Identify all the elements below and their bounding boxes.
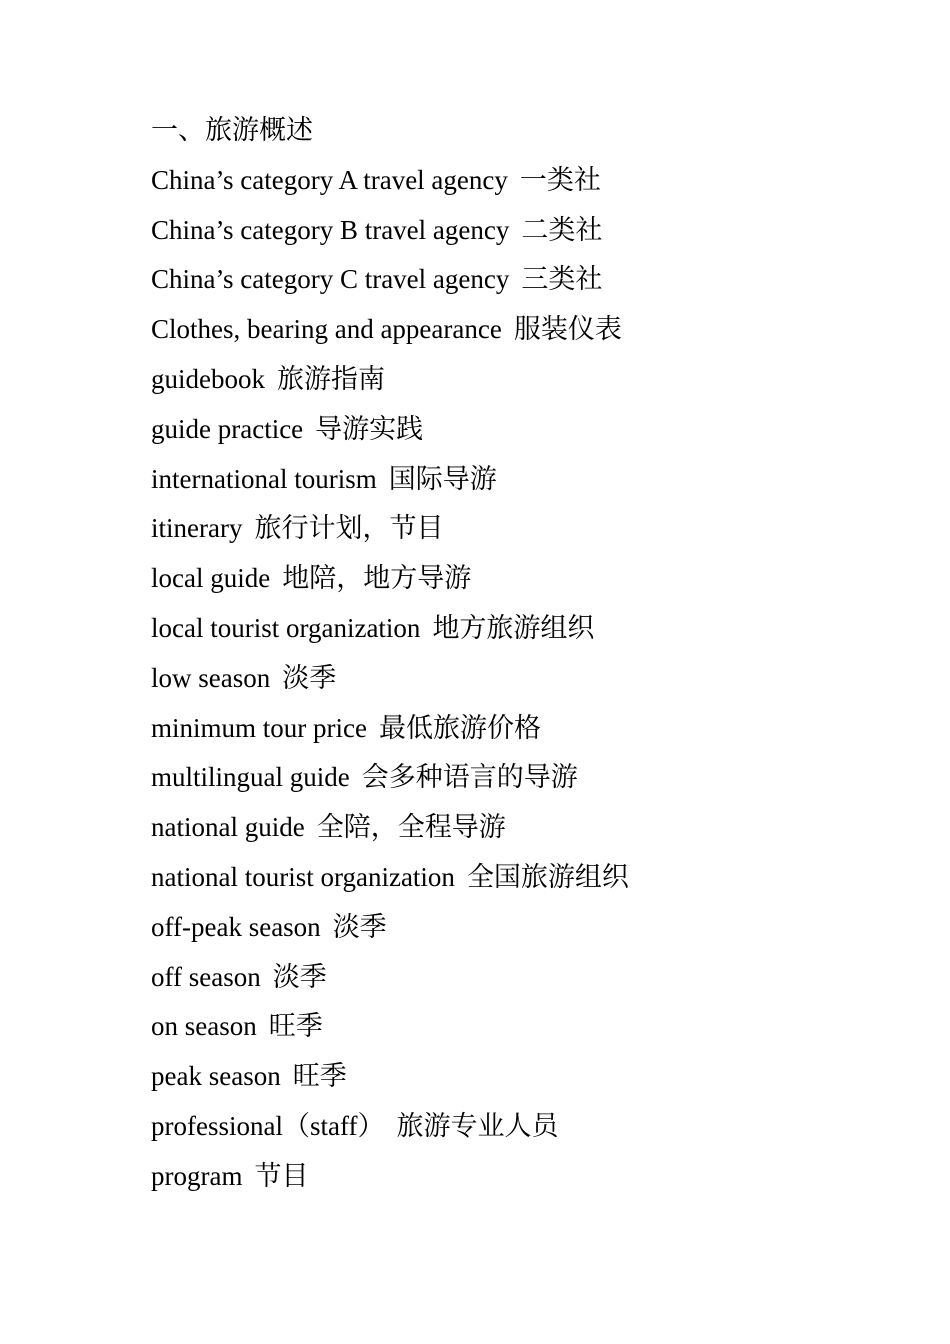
glossary-entry [151,654,911,704]
term-chinese: 地陪，地方导游 [282,563,472,594]
glossary-entry [151,1102,911,1152]
term-english: off season [151,961,261,992]
term-english: China’s category A travel agency [151,164,508,195]
term-chinese: 会多种语言的导游 [361,762,578,793]
term-english: program [151,1160,243,1191]
glossary-entry [151,355,911,405]
term-english: on season [151,1011,257,1042]
term-english: international tourism [151,463,377,494]
term-english: national tourist organization [151,861,455,892]
term-chinese: 全陪，全程导游 [316,812,506,843]
glossary-entry [151,206,911,256]
glossary-entry [151,803,911,853]
glossary-list [151,106,911,1202]
term-english: China’s category C travel agency [151,264,510,295]
term-chinese: 淡季 [332,911,387,942]
glossary-entry [151,753,911,803]
term-english: low season [151,662,271,693]
term-english: local tourist organization [151,612,421,643]
glossary-entry [151,1002,911,1052]
glossary-entry [151,455,911,505]
term-english: off-peak season [151,911,321,942]
glossary-entry [151,604,911,654]
term-english: minimum tour price [151,712,367,743]
term-chinese: 导游实践 [315,413,424,444]
glossary-entry [151,1052,911,1102]
term-chinese: 淡季 [282,662,337,693]
glossary-entry [151,903,911,953]
term-english: national guide [151,812,305,843]
glossary-entry [151,305,911,355]
term-chinese: 地方旅游组织 [432,612,595,643]
glossary-entry [151,853,911,903]
term-chinese: 节目 [254,1160,309,1191]
term-english: China’s category B travel agency [151,214,510,245]
term-chinese: 二类社 [521,214,603,245]
term-english: professional（staff） [151,1110,385,1141]
term-chinese: 旺季 [292,1061,347,1092]
term-english: peak season [151,1061,281,1092]
term-chinese: 旅游专业人员 [396,1110,559,1141]
glossary-entry [151,704,911,754]
term-chinese: 旅行计划，节目 [254,513,444,544]
glossary-entry [151,405,911,455]
term-english: guidebook [151,363,265,394]
term-english: multilingual guide [151,762,350,793]
glossary-entry [151,1152,911,1202]
term-english: Clothes, bearing and appearance [151,314,502,345]
term-english: guide practice [151,413,304,444]
term-chinese: 全国旅游组织 [466,861,629,892]
glossary-entry [151,554,911,604]
term-chinese: 服装仪表 [513,314,622,345]
term-chinese: 旺季 [268,1011,323,1042]
term-english: itinerary [151,513,243,544]
term-chinese: 三类社 [521,264,603,295]
glossary-entry [151,255,911,305]
glossary-entry [151,504,911,554]
term-chinese: 国际导游 [388,463,497,494]
term-chinese: 淡季 [272,961,327,992]
glossary-entry [151,156,911,206]
glossary-entry [151,953,911,1003]
term-chinese: 最低旅游价格 [378,712,541,743]
term-english: local guide [151,563,271,594]
term-chinese: 一类社 [519,164,601,195]
section-heading: 一、旅游概述 [151,115,313,145]
term-chinese: 旅游指南 [277,363,385,394]
